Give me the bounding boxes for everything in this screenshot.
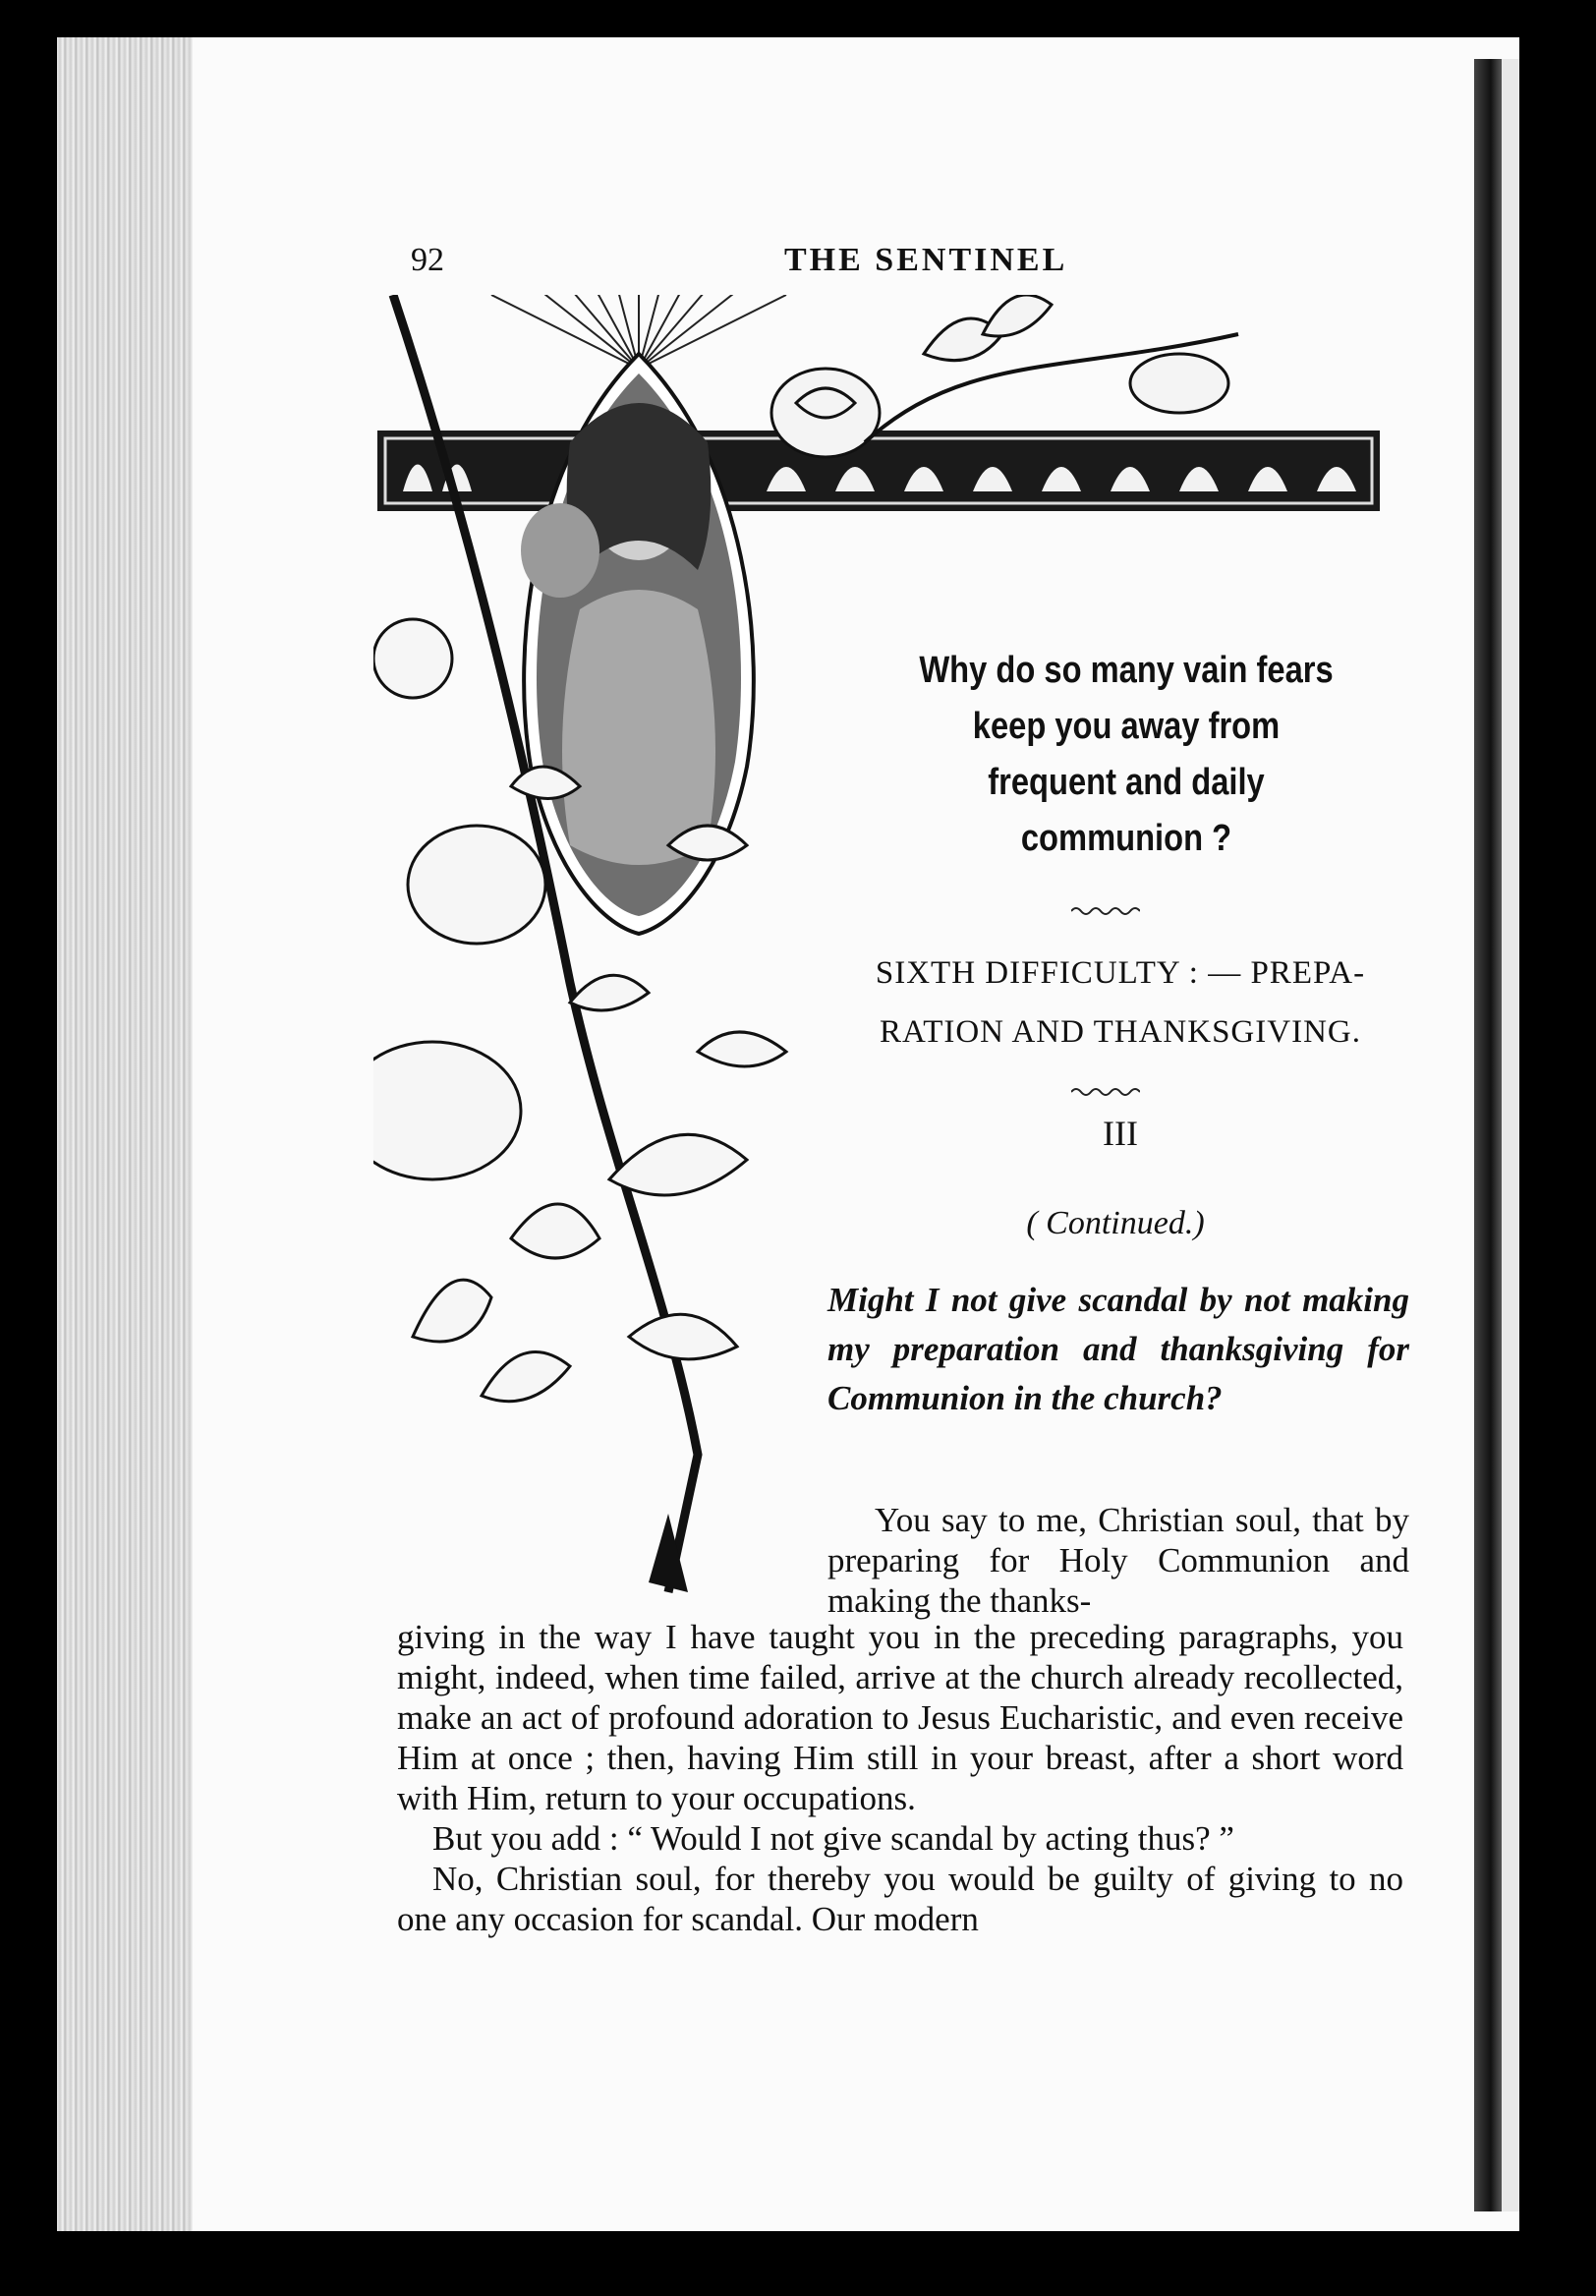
body-text: But you add : “ Would I not give scandal by acting thus? ” (432, 1819, 1234, 1858)
wavy-divider-icon (1071, 904, 1140, 918)
difficulty-subheading (816, 944, 1425, 1062)
subheading-line: RATION AND THANKSGIVING. (880, 1014, 1361, 1050)
body-text-block (397, 1617, 1403, 1939)
continued-label: ( Continued.) (1026, 1205, 1205, 1241)
heading-line: frequent and daily (988, 762, 1265, 803)
body-paragraph (397, 1859, 1403, 1939)
body-paragraph-start (827, 1500, 1409, 1621)
heading-line: keep you away from (972, 706, 1281, 747)
body-text: You say to me, Christian soul, that by preparing for Holy Communion and making the thanks- (827, 1501, 1409, 1620)
subheading-line: SIXTH DIFFICULTY : — PREPA- (875, 955, 1366, 991)
wavy-divider-icon (1071, 1085, 1140, 1099)
body-paragraph: giving in the way I have taught you in the preceding paragraphs, you might, indeed, when time failed, arrive at the church already recollected, make an act of profound adoration to Jesus Eucharistic, and even receive Him at once ; then, having Him still in your breast, after a short word with Him, return to your occupations. (397, 1618, 1403, 1817)
book-gutter (1474, 59, 1502, 2211)
body-paragraph (397, 1818, 1403, 1859)
running-title: THE SENTINEL (784, 242, 1068, 278)
body-text: No, Christian soul, for thereby you would be guilty of giving to no one any occasion for scandal. Our modern (397, 1860, 1403, 1938)
heading-line: communion ? (1020, 818, 1232, 859)
page-number: 92 (411, 242, 444, 278)
question-paragraph: Might I not give scandal by not making my preparation and thanksgiving for Communion in the church? (827, 1281, 1409, 1417)
page-edges (57, 37, 193, 2231)
heading-line: Why do so many vain fears (919, 650, 1334, 691)
article-heading (864, 643, 1388, 867)
section-number: III (1103, 1114, 1138, 1153)
next-page-edge (1502, 59, 1519, 2211)
